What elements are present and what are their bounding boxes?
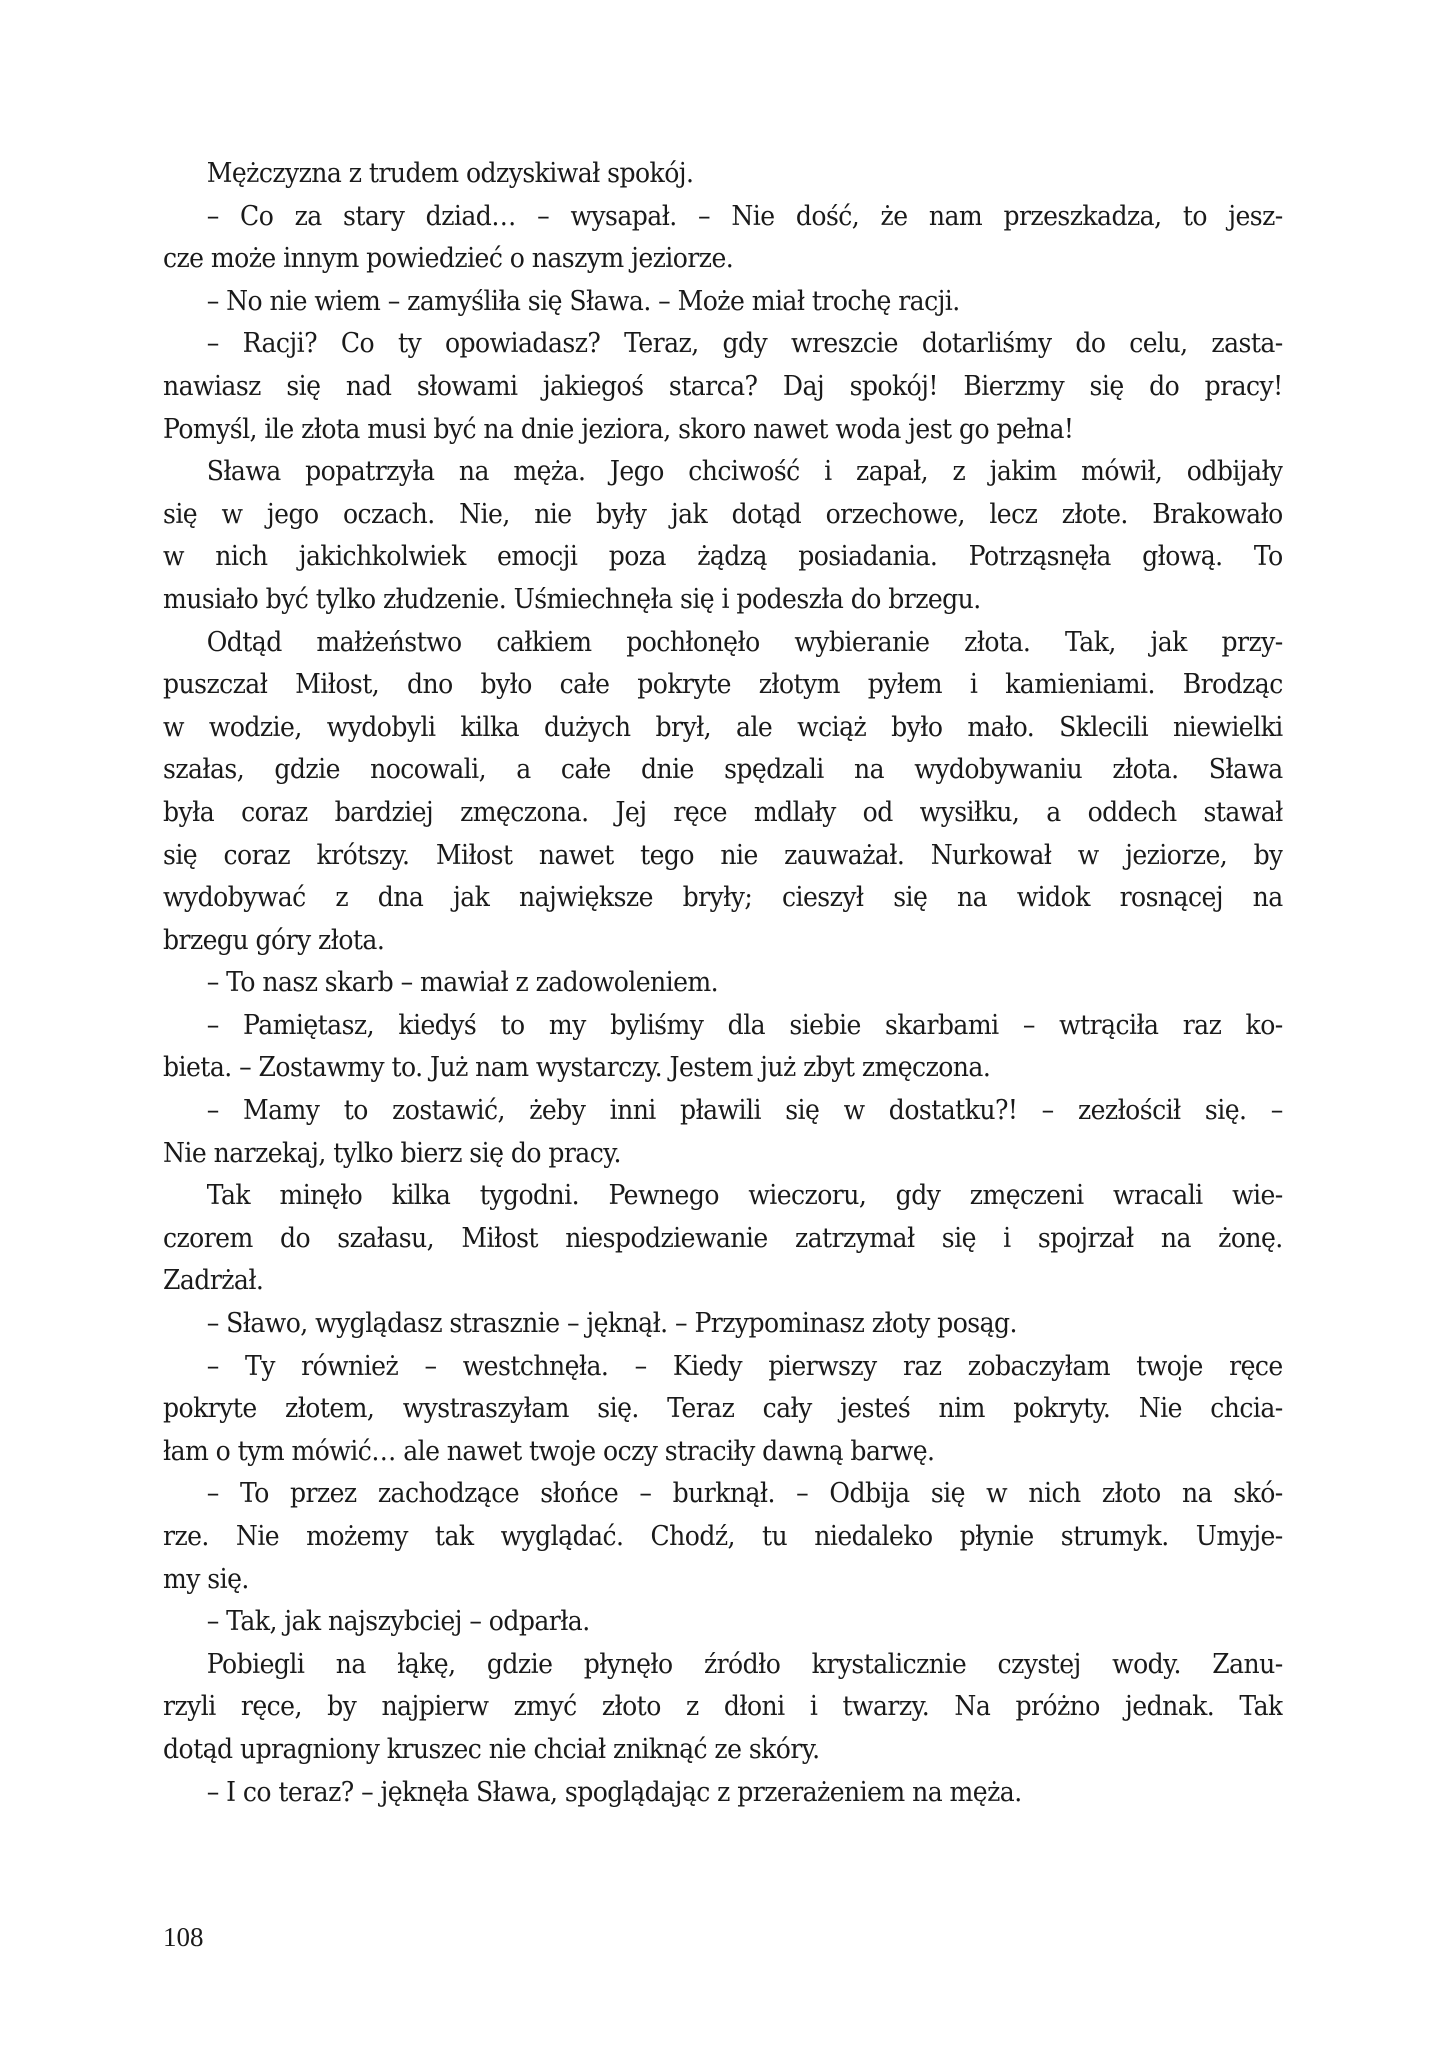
text-line: dotąd upragniony kruszec nie chciał zniknąć ze skóry. bbox=[163, 1733, 820, 1765]
text-line: bieta. – Zostawmy to. Już nam wystarczy. Jestem już zbyt zmęczona. bbox=[163, 1052, 991, 1084]
text-line: Sława popatrzyła na męża. Jego chciwość i zapał, z jakim mówił, odbijały bbox=[206, 456, 1283, 488]
text-line: – Ty również – westchnęła. – Kiedy pierwszy raz zobaczyłam twoje ręce bbox=[206, 1350, 1283, 1382]
text-line: Nie narzekaj, tylko bierz się do pracy. bbox=[163, 1137, 621, 1169]
text-line: rze. Nie możemy tak wyglądać. Chodź, tu niedaleko płynie strumyk. Umyje- bbox=[163, 1521, 1283, 1552]
text-line: – I co teraz? – jęknęła Sława, spoglądając z przerażeniem na męża. bbox=[206, 1776, 1022, 1808]
text-line: się coraz krótszy. Miłost nawet tego nie zauważał. Nurkował w jeziorze, by bbox=[163, 839, 1283, 871]
text-line: – Sławo, wyglądasz strasznie – jęknął. – Przypominasz złoty posąg. bbox=[206, 1308, 1017, 1340]
text-line: pokryte złotem, wystraszyłam się. Teraz cały jesteś nim pokryty. Nie chcia- bbox=[163, 1393, 1283, 1425]
text-line: łam o tym mówić… ale nawet twoje oczy straciły dawną barwę. bbox=[163, 1435, 935, 1467]
body-text bbox=[163, 153, 1283, 1814]
text-line: w wodzie, wydobyli kilka dużych brył, ale wciąż było mało. Sklecili niewielki bbox=[163, 711, 1283, 743]
text-line: była coraz bardziej zmęczona. Jej ręce mdlały od wysiłku, a oddech stawał bbox=[163, 796, 1283, 828]
text-line: cze może innym powiedzieć o naszym jeziorze. bbox=[163, 243, 734, 275]
text-line: musiało być tylko złudzenie. Uśmiechnęła się i podeszła do brzegu. bbox=[163, 583, 981, 615]
text-line: w nich jakichkolwiek emocji poza żądzą posiadania. Potrząsnęła głową. To bbox=[163, 541, 1283, 573]
text-line: – Tak, jak najszybciej – odparła. bbox=[206, 1606, 590, 1638]
text-line: Pobiegli na łąkę, gdzie płynęło źródło krystalicznie czystej wody. Zanu- bbox=[206, 1648, 1283, 1680]
text-line: – Racji? Co ty opowiadasz? Teraz, gdy wreszcie dotarliśmy do celu, zasta- bbox=[206, 328, 1283, 360]
text-line: wydobywać z dna jak największe bryły; cieszył się na widok rosnącej na bbox=[163, 882, 1283, 914]
text-line: rzyli ręce, by najpierw zmyć złoto z dłoni i twarzy. Na próżno jednak. Tak bbox=[163, 1691, 1283, 1723]
text-line: brzegu góry złota. bbox=[163, 924, 385, 956]
text-line: się w jego oczach. Nie, nie były jak dotąd orzechowe, lecz złote. Brakowało bbox=[163, 498, 1283, 530]
text-line: – To przez zachodzące słońce – burknął. – Odbija się w nich złoto na skó- bbox=[206, 1478, 1283, 1510]
text-line: czorem do szałasu, Miłost niespodziewanie zatrzymał się i spojrzał na żonę. bbox=[163, 1222, 1283, 1254]
text-line: Mężczyzna z trudem odzyskiwał spokój. bbox=[206, 158, 694, 189]
text-line: szałas, gdzie nocowali, a całe dnie spędzali na wydobywaniu złota. Sława bbox=[163, 754, 1283, 786]
page-number: 108 bbox=[163, 1922, 204, 1952]
text-line: – No nie wiem – zamyśliła się Sława. – Może miał trochę racji. bbox=[206, 285, 960, 317]
text-line: nawiasz się nad słowami jakiegoś starca? Daj spokój! Bierzmy się do pracy! bbox=[163, 370, 1283, 402]
text-line: – Co za stary dziad… – wysapał. – Nie dość, że nam przeszkadza, to jesz- bbox=[206, 200, 1283, 232]
text-line: my się. bbox=[163, 1563, 249, 1595]
text-line: – To nasz skarb – mawiał z zadowoleniem. bbox=[206, 967, 719, 999]
text-line: Pomyśl, ile złota musi być na dnie jeziora, skoro nawet woda jest go pełna! bbox=[163, 413, 1074, 445]
text-line: – Pamiętasz, kiedyś to my byliśmy dla siebie skarbami – wtrąciła raz ko- bbox=[206, 1009, 1283, 1041]
text-line: Tak minęło kilka tygodni. Pewnego wieczoru, gdy zmęczeni wracali wie- bbox=[206, 1180, 1283, 1212]
text-line: Zadrżał. bbox=[163, 1265, 264, 1297]
text-line: puszczał Miłost, dno było całe pokryte złotym pyłem i kamieniami. Brodząc bbox=[163, 669, 1283, 701]
text-line: – Mamy to zostawić, żeby inni pławili się w dostatku?! – zezłościł się. – bbox=[206, 1095, 1283, 1127]
text-line: Odtąd małżeństwo całkiem pochłonęło wybieranie złota. Tak, jak przy- bbox=[206, 626, 1283, 658]
